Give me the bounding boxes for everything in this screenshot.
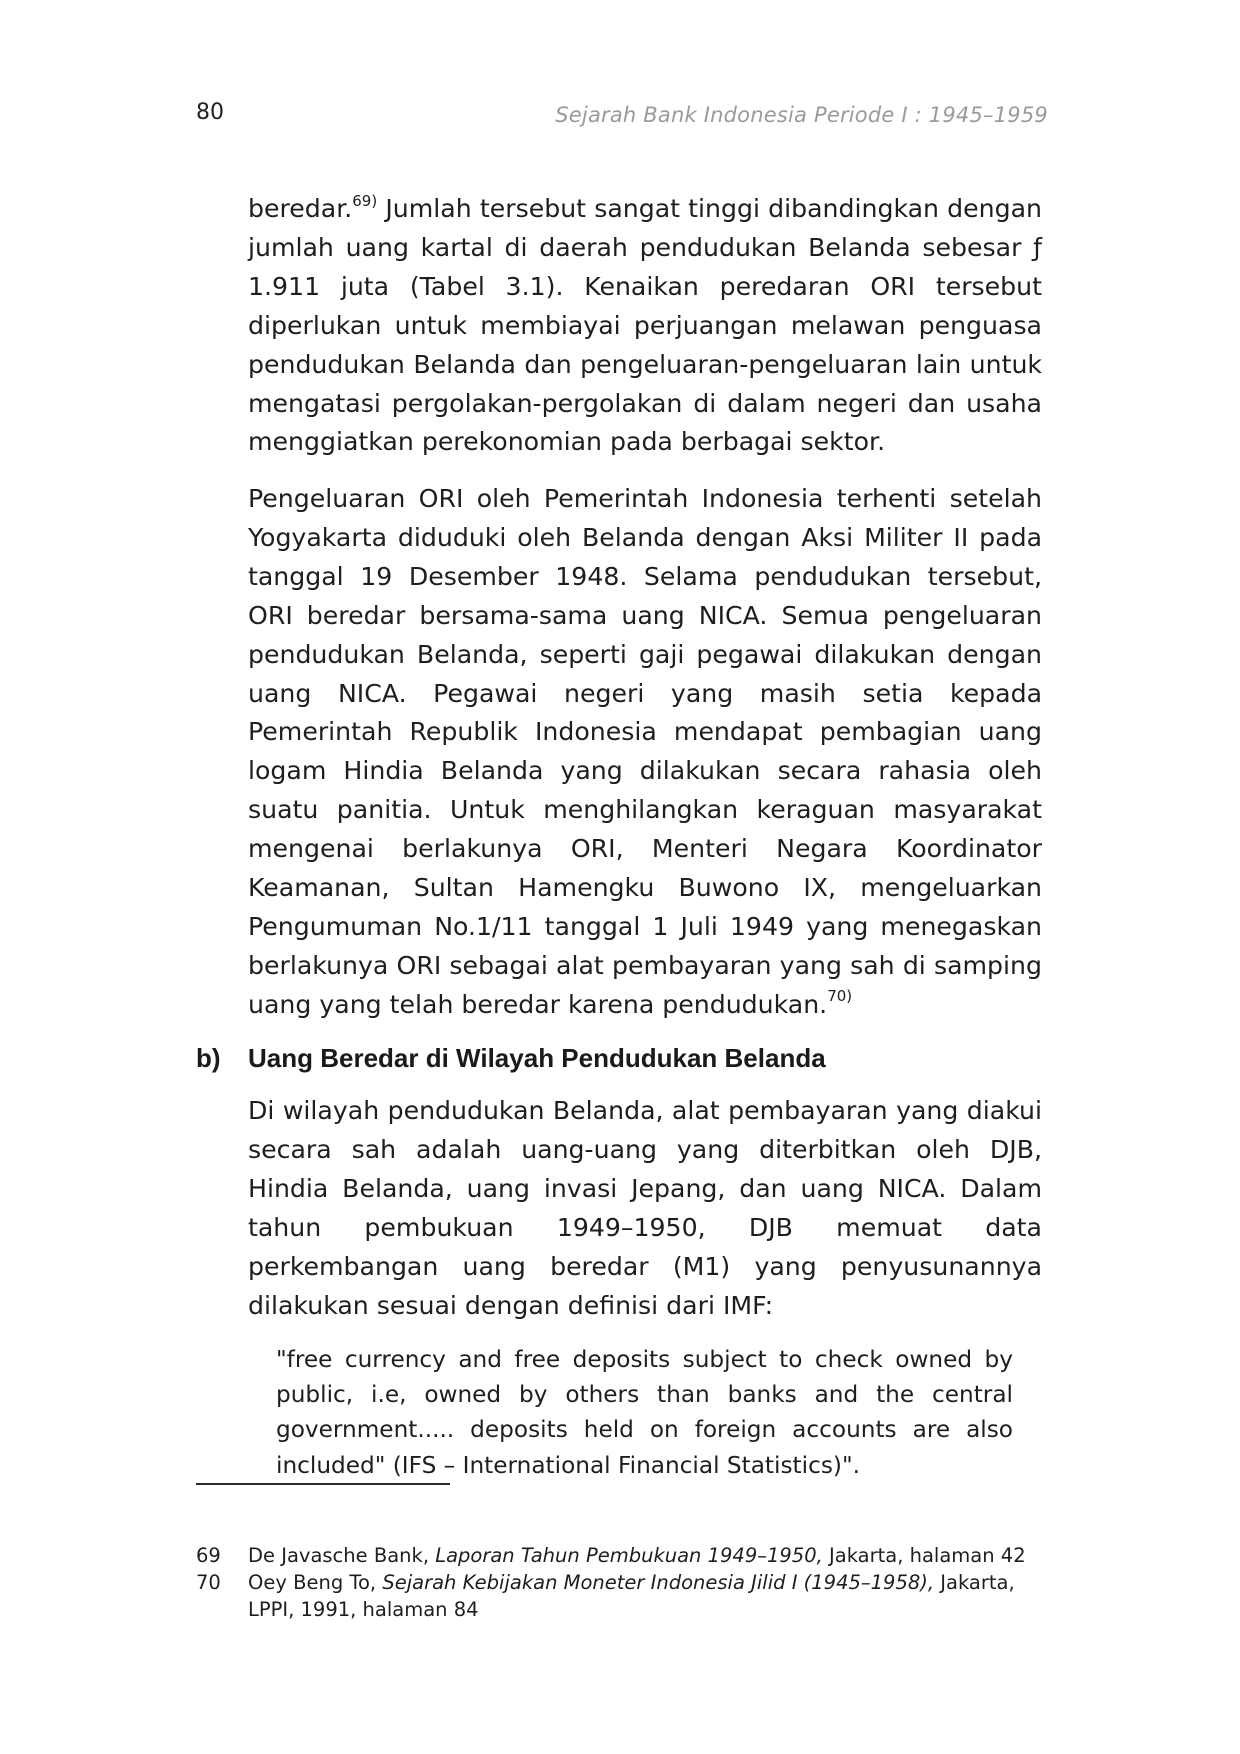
block-quote: "free currency and free deposits subject to check owned by public, i.e, owned by others than banks and the central government..... deposits held on foreign accounts are also included" (IFS – International Financial Statistics)". bbox=[276, 1346, 1013, 1479]
section-title: Uang Beredar di Wilayah Pendudukan Belanda bbox=[248, 1043, 826, 1073]
paragraph-3-text: Di wilayah pendudukan Belanda, alat pembayaran yang diakui secara sah adalah uang-uang yang diterbitkan oleh DJB, Hindia Belanda, uang invasi Jepang, dan uang NICA. Dalam tahun pembukuan 1949–1950, DJB memuat data perkembangan uang beredar (M1) yang penyusunannya dilakukan sesuai dengan definisi dari IMF: bbox=[248, 1096, 1042, 1320]
paragraph-1-lead: beredar. bbox=[248, 194, 353, 223]
paragraph-1 bbox=[248, 190, 1042, 462]
footnote-author: De Javasche Bank, bbox=[248, 1544, 436, 1567]
footnotes bbox=[196, 1542, 1042, 1623]
footnote-author: Oey Beng To, bbox=[248, 1571, 383, 1594]
running-head: Sejarah Bank Indonesia Periode I : 1945–1959 bbox=[555, 103, 1048, 127]
footnote-number: 69 bbox=[196, 1544, 221, 1567]
section-marker: b) bbox=[196, 1043, 221, 1073]
paragraph-3 bbox=[248, 1092, 1042, 1325]
page-number: 80 bbox=[196, 100, 224, 125]
footnote-text bbox=[248, 1542, 1042, 1569]
paragraph-1-text: Jumlah tersebut sangat tinggi dibandingkan dengan jumlah uang kartal di daerah pendudukan Belanda sebesar ƒ 1.911 juta (Tabel 3.1). Kenaikan peredaran ORI tersebut diperlukan untuk membiayai perjuangan melawan penguasa pendudukan Belanda dan pengeluaran-pengeluaran lain untuk mengatasi pergolakan-pergolakan di dalam negeri dan usaha menggiatkan perekonomian pada berbagai sektor. bbox=[248, 194, 1042, 457]
footnote-ref-69: 69) bbox=[352, 191, 378, 210]
footnote-ref-70: 70) bbox=[827, 987, 853, 1006]
footnote-divider bbox=[196, 1483, 450, 1485]
paragraph-2 bbox=[248, 480, 1042, 1025]
footnote-source: Jakarta, halaman 42 bbox=[822, 1544, 1026, 1567]
footnote-title: Laporan Tahun Pembukuan 1949–1950, bbox=[435, 1544, 823, 1567]
footnote-source: Jakarta, LPPI, 1991, halaman 84 bbox=[248, 1571, 1015, 1621]
footnote-title: Sejarah Kebijakan Moneter Indonesia Jilid I (1945–1958), bbox=[382, 1571, 935, 1594]
section-heading-b bbox=[196, 1039, 1042, 1077]
footnote-70 bbox=[196, 1569, 1042, 1623]
footnote-text bbox=[248, 1569, 1042, 1623]
footnote-69 bbox=[196, 1542, 1042, 1569]
paragraph-2-text: Pengeluaran ORI oleh Pemerintah Indonesia terhenti setelah Yogyakarta diduduki oleh Belanda dengan Aksi Militer II pada tanggal 19 Desember 1948. Selama pendudukan tersebut, ORI beredar bersama-sama uang NICA. Semua pengeluaran pendudukan Belanda, seperti gaji pegawai dilakukan dengan uang NICA. Pegawai negeri yang masih setia kepada Pemerintah Republik Indonesia mendapat pembagian uang logam Hindia Belanda yang dilakukan secara rahasia oleh suatu panitia. Untuk menghilangkan keraguan masyarakat mengenai berlakunya ORI, Menteri Negara Koordinator Keamanan, Sultan Hamengku Buwono IX, mengeluarkan Pengumuman No.1/11 tanggal 1 Juli 1949 yang menegaskan berlakunya ORI sebagai alat pembayaran yang sah di samping uang yang telah beredar karena pendudukan. bbox=[248, 484, 1042, 1019]
footnote-number: 70 bbox=[196, 1571, 221, 1594]
